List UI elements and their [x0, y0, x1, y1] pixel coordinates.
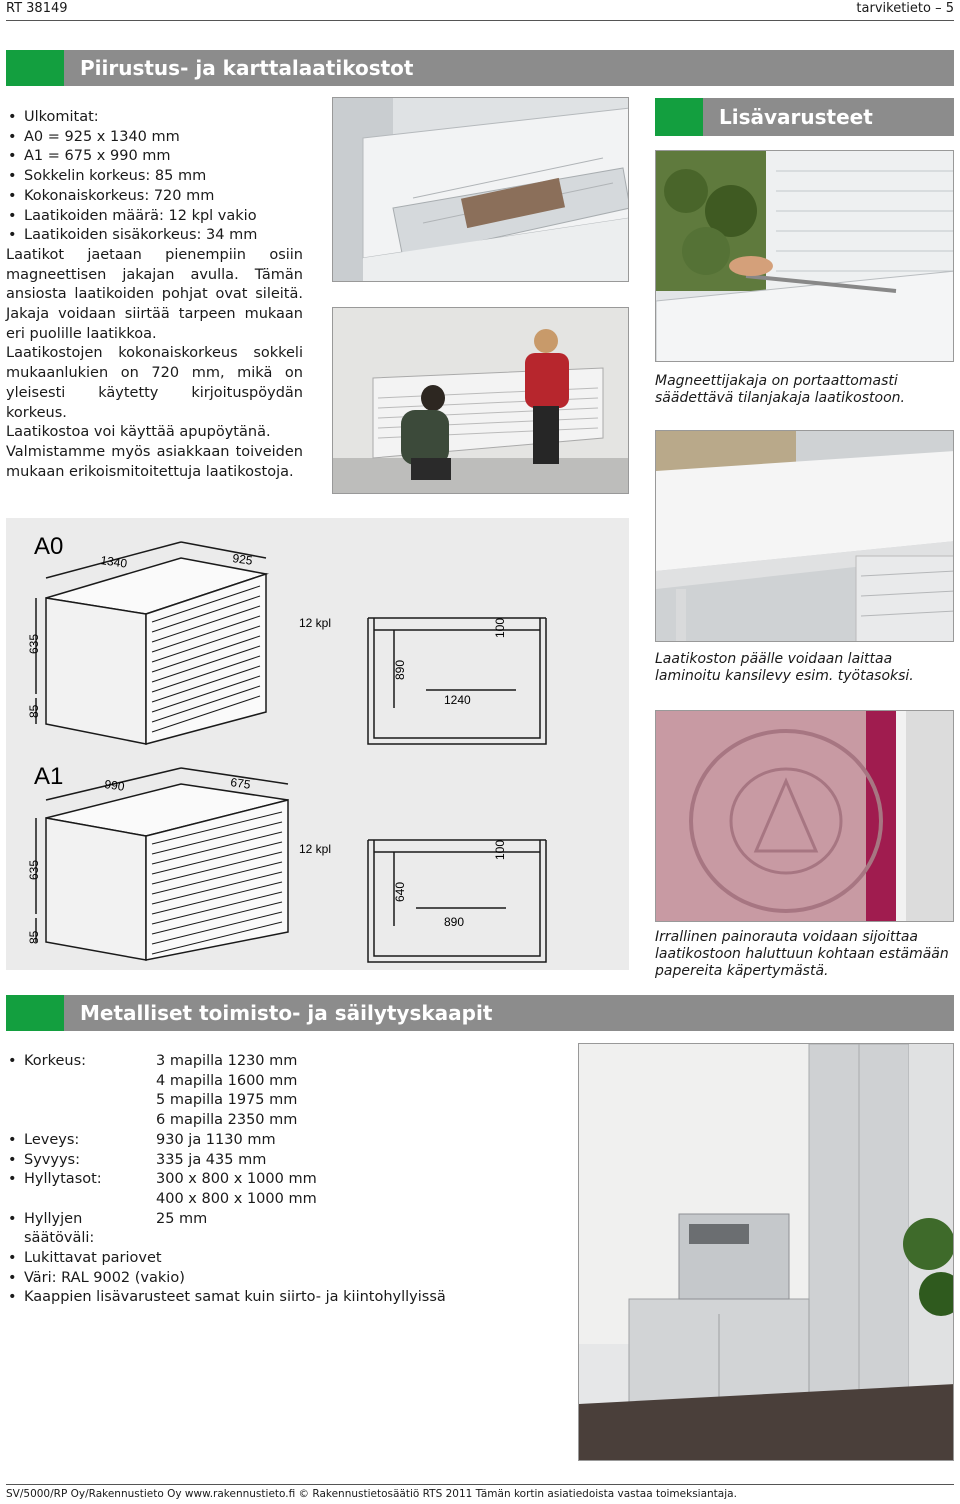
spec-row: • Korkeus: 3 mapilla 1230 mm — [6, 1052, 566, 1072]
spec-row: 4 mapilla 1600 mm — [156, 1072, 298, 1089]
magnetic-divider-photo — [655, 150, 954, 362]
office-cabinet-photo — [578, 1043, 954, 1461]
paragraph: Laatikostojen kokonaiskorkeus sokkeli mukaanlukien on 720 mm, mikä on yleisesti käytetty kirjoituspöydän korkeus. — [6, 345, 303, 421]
spec-row: • Syvyys: 335 ja 435 mm — [6, 1151, 566, 1171]
a0-inner-width-label: 1240 — [444, 693, 471, 707]
footer-rule — [6, 1484, 954, 1485]
list-item: • Sokkelin korkeus: 85 mm — [6, 167, 303, 187]
a1-height-label: 635 — [27, 859, 41, 880]
list-item: • Lukittavat pariovet — [6, 1249, 566, 1269]
section-title-bar — [6, 50, 954, 86]
a0-cabinet-drawing — [36, 542, 546, 744]
a0-plinth-label: 85 — [27, 704, 41, 718]
drawer-open-photo — [332, 97, 629, 282]
a1-inner-depth-label: 640 — [393, 881, 407, 902]
a1-inner-width-label: 890 — [444, 915, 465, 929]
a0-depth-label: 1340 — [99, 553, 128, 571]
dimension-drawing — [6, 518, 629, 970]
list-item: • Kokonaiskorkeus: 720 mm — [6, 187, 303, 207]
spec-row: • Hyllyjen säätöväli: 25 mm — [6, 1210, 566, 1249]
list-item: • Laatikoiden määrä: 12 kpl vakio — [6, 207, 303, 227]
paragraph: Laatikot jaetaan pienempiin osiin magneettisen jakajan avulla. Tämän ansiosta laatikoiden pohjat ovat sileitä. Jakaja voidaan siirtää tarpeen mukaan eri puolille laatikkoa. — [6, 246, 303, 342]
a0-top-label: 100 — [493, 617, 507, 638]
list-item: • A1 = 675 x 990 mm — [6, 147, 303, 167]
a0-width-label: 925 — [231, 551, 254, 568]
list-item: • A0 = 925 x 1340 mm — [6, 128, 303, 148]
accessories-title: Lisävarusteet — [719, 105, 873, 129]
list-item: • Väri: RAL 9002 (vakio) — [6, 1269, 566, 1289]
dimension-list — [6, 108, 303, 246]
green-marker — [6, 50, 64, 86]
section-title-bar-cabinets — [6, 995, 954, 1031]
section-title: Piirustus- ja karttalaatikostot — [80, 56, 414, 80]
cabinet-feature-list — [6, 1249, 566, 1308]
page-label: tarviketieto – 5 — [856, 1, 954, 16]
card-code: RT 38149 — [6, 1, 68, 16]
laminated-top-photo — [655, 430, 954, 642]
spec-row: • Leveys: 930 ja 1130 mm — [6, 1131, 566, 1151]
accessories-title-bar — [655, 98, 954, 136]
green-marker — [655, 98, 703, 136]
a0-height-label: 635 — [27, 633, 41, 654]
list-item: • Ulkomitat: — [6, 108, 303, 128]
cabinet-spec-list — [6, 1052, 566, 1308]
section-title-cabinets: Metalliset toimisto- ja säilytyskaapit — [80, 1001, 493, 1025]
a1-width-label: 675 — [229, 775, 252, 792]
list-item: • Laatikoiden sisäkorkeus: 34 mm — [6, 226, 303, 246]
list-item: • Kaappien lisävarusteet samat kuin siirto- ja kiintohyllyissä — [6, 1288, 566, 1308]
intro-text-column — [6, 108, 303, 482]
paragraph: Valmistamme myös asiakkaan toiveiden mukaan erikoismitoitettuja laatikostoja. — [6, 443, 303, 480]
a0-inner-depth-label: 890 — [393, 659, 407, 680]
weight-stamp-photo — [655, 710, 954, 922]
caption-weight: Irrallinen painorauta voidaan sijoittaa laatikostoon haluttuun kohtaan estämään papereita käpertymästä. — [655, 929, 949, 979]
a1-plinth-label: 85 — [27, 930, 41, 944]
a0-label: A0 — [34, 533, 64, 560]
a1-cabinet-drawing — [36, 768, 546, 962]
caption-laminated-top: Laatikoston päälle voidaan laittaa laminoitu kansilevy esim. työtasoksi. — [655, 651, 914, 684]
a1-depth-label: 990 — [103, 777, 126, 794]
header-rule — [6, 20, 954, 21]
spec-row: 5 mapilla 1975 mm — [156, 1092, 298, 1109]
spec-row: • Hyllytasot: 300 x 800 x 1000 mm — [6, 1170, 566, 1190]
a1-label: A1 — [34, 763, 64, 790]
spec-row: 400 x 800 x 1000 mm — [156, 1190, 317, 1207]
people-with-cabinet-photo — [332, 307, 629, 494]
a1-top-label: 100 — [493, 839, 507, 860]
paragraph: Laatikostoa voi käyttää apupöytänä. — [6, 424, 271, 441]
spec-row: 6 mapilla 2350 mm — [156, 1112, 298, 1129]
a0-drawer-count: 12 kpl — [299, 616, 332, 630]
green-marker — [6, 995, 64, 1031]
caption-magnetic-divider: Magneettijakaja on portaattomasti säädettävä tilanjakaja laatikostoon. — [655, 373, 905, 406]
a1-drawer-count: 12 kpl — [299, 842, 332, 856]
footer-text: SV/5000/RP Oy/Rakennustieto Oy www.rakennustieto.fi © Rakennustietosäätiö RTS 2011 Tämän kortin asiatiedoista vastaa toimeksiantaja. — [6, 1488, 737, 1500]
